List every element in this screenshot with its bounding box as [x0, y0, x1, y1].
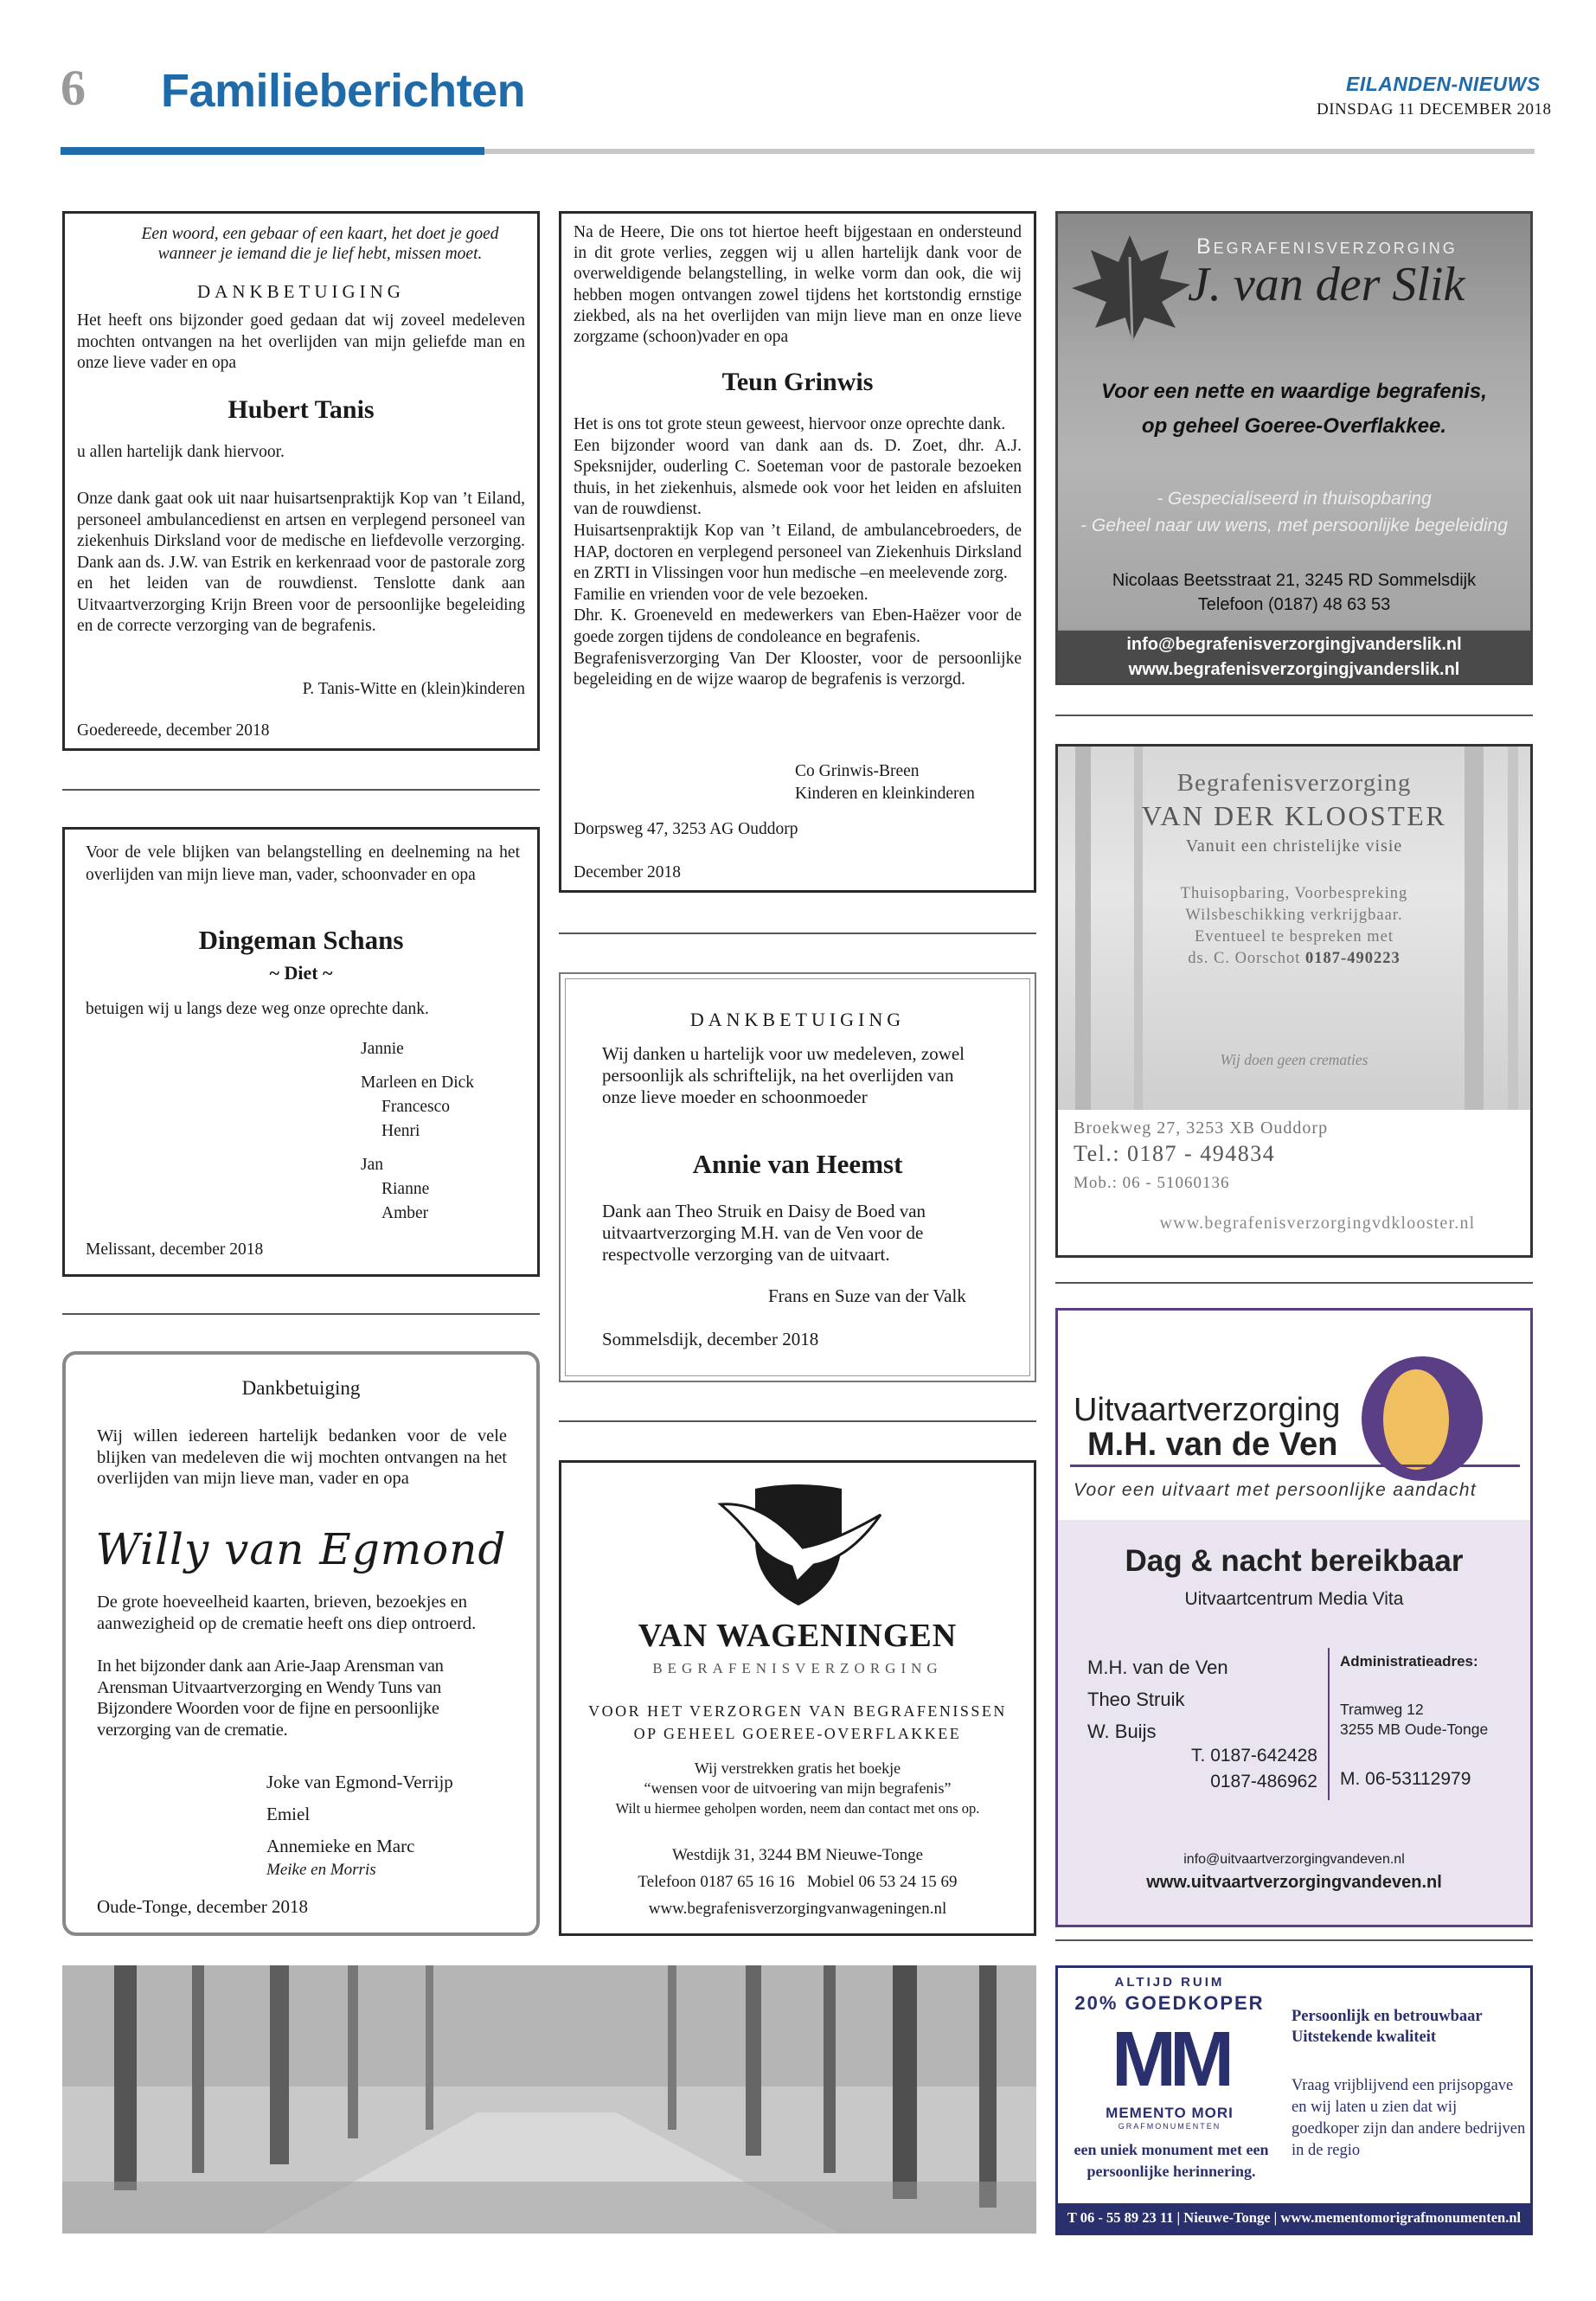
slik-bullets: [1058, 485, 1530, 539]
klooster-name: VAN DER KLOOSTER: [1141, 800, 1447, 831]
heemst-place-date: Sommelsdijk, december 2018: [602, 1329, 819, 1349]
klooster-service-line: Wilsbeschikking verkrijgbaar.: [1185, 907, 1403, 924]
ven-mobile: M. 06-53112979: [1340, 1769, 1471, 1789]
wageningen-web: www.begrafenisverzorgingvanwageningen.nl: [648, 1900, 947, 1918]
ven-names: [1087, 1651, 1228, 1747]
memento-quality-line: Persoonlijk en betrouwbaar: [1292, 2008, 1483, 2025]
column-divider: [559, 1420, 1036, 1422]
egmond-body-1: De grote hoeveelheid kaarten, brieven, bezoekjes en aanwezigheid op de crematie heeft ons diep ontroerd.: [97, 1593, 477, 1633]
schans-name: Dingeman Schans: [198, 925, 404, 955]
ad-van-de-ven: [1055, 1308, 1533, 1927]
wageningen-address: Westdijk 31, 3244 BM Nieuwe-Tonge: [671, 1846, 924, 1864]
wageningen-phone: Telefoon 0187 65 16 16 Mobiel 06 53 24 15 69: [638, 1873, 958, 1891]
tanis-heading: DANKBETUIGING: [197, 281, 405, 302]
issue-date: DINSDAG 11 DECEMBER 2018: [1317, 100, 1552, 119]
column-divider: [62, 1313, 540, 1315]
wageningen-tagline-line: VOOR HET VERZORGEN VAN BEGRAFENISSEN: [588, 1702, 1007, 1720]
grinwis-address: Dorpsweg 47, 3253 AG Ouddorp: [574, 820, 798, 838]
wageningen-text: [561, 1759, 1034, 1818]
egmond-signature: Meike en Morris: [266, 1861, 376, 1879]
wageningen-text-line: “wensen voor de uitvoering van mijn begrafenis”: [644, 1779, 952, 1797]
klooster-sub: Vanuit een christelijke visie: [1185, 836, 1403, 856]
heemst-signature: Frans en Suze van der Valk: [768, 1285, 966, 1306]
column-divider: [1055, 1939, 1533, 1941]
grinwis-intro: Na de Heere, Die ons tot hiertoe heeft bijgestaan en ondersteund in dit grote verlies, zeggen wij u allen hartelijk dank voor de overweldigende belangstelling, in welke vorm dan ook, die wij hebben mogen ontvangen zowel tijdens het kortstondig ernstige ziekbed, als na het overlijden van mijn lieve man en onze lieve zorgzame (schoon)vader en opa: [574, 223, 1022, 347]
schans-nickname: ~ Diet ~: [269, 962, 333, 984]
memento-quality-line: Uitstekende kwaliteit: [1292, 2029, 1436, 2046]
ven-phone: T. 0187-642428: [1191, 1746, 1317, 1766]
slik-web: www.begrafenisverzorgingjvanderslik.nl: [1128, 660, 1460, 679]
klooster-mob: Mob.: 06 - 51060136: [1074, 1174, 1230, 1192]
notice-egmond: [62, 1351, 540, 1936]
slik-slogan: [1058, 375, 1530, 444]
notice-tanis: [62, 211, 540, 751]
section-title: Familieberichten: [161, 65, 526, 117]
tanis-intro: Het heeft ons bijzonder goed gedaan dat wij zoveel medeleven mochten ontvangen na het overlijden van mijn geliefde man en onze lieve vader en opa: [77, 311, 525, 372]
grinwis-paragraph: Huisartsenpraktijk Kop van ’t Eiland, de ambulancebroeders, de HAP, doctoren en verplegend personeel van Ziekenhuis Dirksland en ZRTI in Vlissingen voor hun medische –en meelevende zorg.: [574, 521, 1022, 583]
family-name: Amber: [381, 1204, 429, 1222]
grinwis-paragraph: Begrafenisverzorging Van Der Klooster, voor de persoonlijke begeleiding en de wijze waarop de begrafenis is verzorgd.: [574, 649, 1022, 689]
slik-contact: [1058, 568, 1530, 617]
memento-brand: MEMENTO MORI: [1106, 2105, 1234, 2121]
klooster-title: Begrafenisverzorging: [1176, 769, 1412, 797]
ven-admin-label: Administratieadres:: [1340, 1653, 1478, 1670]
egmond-heading: Dankbetuiging: [241, 1377, 361, 1399]
klooster-note: Wij doen geen crematies: [1220, 1051, 1368, 1068]
tanis-body: Onze dank gaat ook uit naar huisartsenpraktijk Kop van ’t Eiland, personeel ambulancedienst en artsen en verplegend personeel van ziekenhuis Dirksland voor de medische en liefdevolle verzorging. Dank aan ds. J.W. van Estrik en kerkenraad voor de pastorale zorg en het leiden van de rouwdienst. Tenslotte dank aan Uitvaartverzorging Krijn Breen voor de persoonlijke begeleiding en de correcte verzorging van de begrafenis.: [77, 490, 525, 635]
ven-title-1: Uitvaartverzorging: [1074, 1392, 1341, 1428]
ven-web: www.uitvaartverzorgingvandeven.nl: [1146, 1873, 1442, 1892]
memento-top-1: ALTIJD RUIM: [1114, 1975, 1225, 1990]
dove-shield-icon: [712, 1480, 885, 1610]
family-name: Jannie: [361, 1040, 404, 1058]
slik-email: info@begrafenisverzorgingjvanderslik.nl: [1126, 635, 1462, 654]
grinwis-signature: Co Grinwis-Breen: [795, 762, 920, 780]
grinwis-signature: Kinderen en kleinkinderen: [795, 785, 975, 803]
forest-photo: [62, 1965, 1036, 2234]
klooster-service-line: Thuisopbaring, Voorbespreking: [1180, 885, 1408, 902]
tanis-place-date: Goedereede, december 2018: [77, 721, 270, 740]
family-name: Jan: [361, 1156, 383, 1174]
memento-footer: T 06 - 55 89 23 11 | Nieuwe-Tonge | www.mementomorigrafmonumenten.nl: [1058, 2203, 1530, 2233]
memento-quality: [1292, 2006, 1523, 2048]
memento-slogan-line: een uniek monument met een: [1074, 2141, 1269, 2158]
slik-title: Begrafenisverzorging: [1196, 234, 1458, 259]
ven-phones: [1179, 1743, 1317, 1795]
ven-admin-line: 3255 MB Oude-Tonge: [1340, 1721, 1489, 1738]
family-name: Marleen en Dick: [361, 1074, 475, 1092]
heemst-heading: DANKBETUIGING: [689, 1009, 906, 1030]
tanis-motto-1: Een woord, een gebaar of een kaart, het doet je goed: [141, 225, 499, 243]
slik-bullet: - Geheel naar uw wens, met persoonlijke begeleiding: [1080, 516, 1508, 535]
column-divider: [62, 789, 540, 791]
klooster-web: www.begrafenisverzorgingvdklooster.nl: [1159, 1214, 1476, 1233]
egmond-signature: Annemieke en Marc: [266, 1836, 415, 1856]
wageningen-text-line: Wilt u hiermee geholpen worden, neem dan contact met ons op.: [615, 1800, 980, 1817]
schans-intro: Voor de vele blijken van belangstelling en deelneming na het overlijden van mijn lieve man, vader, schoonvader en opa: [86, 843, 520, 884]
header-accent-bar: [61, 147, 484, 155]
ven-phone: 0187-486962: [1210, 1772, 1317, 1791]
grinwis-body: [574, 414, 1022, 691]
egmond-body-2: In het bijzonder dank aan Arie-Jaap Arensman van Arensman Uitvaartverzorging en Wendy Tuns van Bijzondere Woorden voor de fijne en persoonlijke verzorging van de crematie.: [97, 1657, 444, 1740]
header-divider: [484, 149, 1535, 154]
leaf-icon: [1065, 231, 1195, 343]
egmond-intro: Wij willen iedereen hartelijk bedanken voor de vele blijken van medeleven die wij mochten ontvangen na het overlijden van mijn lieve man, vader en opa: [97, 1426, 507, 1488]
family-name: Francesco: [381, 1098, 451, 1116]
ven-admin-address: [1340, 1700, 1488, 1740]
notice-schans: [62, 827, 540, 1277]
ad-van-der-slik: [1055, 211, 1533, 685]
column-divider: [559, 933, 1036, 934]
grinwis-date: December 2018: [574, 863, 681, 881]
family-name: Rianne: [381, 1180, 430, 1198]
ven-vertical-divider: [1328, 1648, 1330, 1800]
wageningen-tagline-line: OP GEHEEL GOEREE-OVERFLAKKEE: [633, 1725, 962, 1742]
ven-title-2: M.H. van de Ven: [1087, 1426, 1338, 1463]
ven-email: info@uitvaartverzorgingvandeven.nl: [1183, 1852, 1405, 1867]
heemst-intro: Wij danken u hartelijk voor uw medeleven, zowel persoonlijk als schriftelijk, na het overlijden van onze lieve moeder en schoonmoeder: [602, 1043, 965, 1107]
grinwis-paragraph: Het is ons tot grote steun geweest, hiervoor onze oprechte dank.: [574, 415, 1006, 433]
schans-thanks: betuigen wij u langs deze weg onze oprechte dank.: [86, 1000, 429, 1018]
ven-headline: Dag & nacht bereikbaar: [1125, 1544, 1464, 1578]
ven-staff-name: M.H. van de Ven: [1087, 1657, 1228, 1678]
ven-admin-line: Tramweg 12: [1340, 1701, 1424, 1718]
egmond-signatures: [266, 1766, 453, 1878]
wageningen-text-line: Wij verstrekken gratis het boekje: [694, 1759, 901, 1777]
tanis-motto-2: wanneer je iemand die je lief hebt, missen moet.: [157, 245, 483, 263]
ven-staff-name: W. Buijs: [1087, 1721, 1157, 1742]
ven-staff-name: Theo Struik: [1087, 1689, 1185, 1710]
klooster-service-line: ds. C. Oorschot 0187-490223: [1188, 950, 1401, 967]
memento-slogan-line: persoonlijke herinnering.: [1086, 2163, 1256, 2180]
grinwis-paragraph: Familie en vrienden voor de vele bezoeken.: [574, 585, 869, 604]
grinwis-paragraph: Dhr. K. Groeneveld en medewerkers van Eben-Haëzer voor de goede zorgen tijdens de condoleance en begrafenis.: [574, 606, 1022, 646]
ad-van-der-klooster: [1055, 744, 1533, 1258]
memento-top-2: 20% GOEDKOPER: [1074, 1992, 1265, 2014]
family-name: Henri: [381, 1122, 420, 1140]
memento-slogan: [1061, 2139, 1281, 2182]
memento-offer: Vraag vrijblijvend een prijsopgave en wij laten u zien dat wij goedkoper zijn dan andere bedrijven in de regio: [1292, 2077, 1526, 2159]
notice-heemst: [559, 972, 1036, 1382]
grinwis-paragraph: Een bijzonder woord van dank aan ds. D. Zoet, dhr. A.J. Speksnijder, ouderling C. Soeteman voor de pastorale bezoeken thuis, in het ziekenhuis, alsmede ook voor het leiden en afsluiten van de rouwdienst.: [574, 436, 1022, 519]
klooster-services: [1058, 883, 1530, 970]
wageningen-name: VAN WAGENINGEN: [638, 1618, 958, 1654]
grinwis-signatures: [795, 760, 975, 805]
slik-footer: [1058, 631, 1530, 683]
column-divider: [1055, 1282, 1533, 1284]
slik-slogan-line: Voor een nette en waardige begrafenis,: [1101, 380, 1487, 403]
page-number: 6: [61, 60, 86, 116]
notice-grinwis: [559, 211, 1036, 893]
grinwis-name: Teun Grinwis: [721, 368, 874, 396]
slik-address: Nicolaas Beetsstraat 21, 3245 RD Sommelsdijk: [1112, 571, 1477, 590]
tanis-signature: P. Tanis-Witte en (klein)kinderen: [302, 680, 525, 698]
ven-tagline: Voor een uitvaart met persoonlijke aandacht: [1074, 1480, 1477, 1500]
ad-van-wageningen: [559, 1460, 1036, 1936]
egmond-name: Willy van Egmond: [95, 1524, 507, 1574]
klooster-service-line: Eventueel te bespreken met: [1195, 928, 1394, 945]
column-divider: [1055, 715, 1533, 716]
klooster-address: Broekweg 27, 3253 XB Ouddorp: [1074, 1118, 1329, 1138]
newspaper-logo: EILANDEN-NIEUWS: [1346, 73, 1541, 95]
wageningen-contact: [561, 1842, 1034, 1922]
memento-logo: MM: [1112, 2016, 1227, 2103]
forest-illustration: [62, 1965, 1036, 2234]
egmond-signature: Joke van Egmond-Verrijp: [266, 1772, 453, 1792]
ven-underline: [1070, 1465, 1520, 1467]
slik-bullet: - Gespecialiseerd in thuisopbaring: [1157, 489, 1432, 509]
heemst-body: Dank aan Theo Struik en Daisy de Boed van uitvaartverzorging M.H. van de Ven voor de respectvolle verzorging van de uitvaart.: [602, 1201, 926, 1265]
slik-phone: Telefoon (0187) 48 63 53: [1197, 595, 1391, 614]
ven-center: Uitvaartcentrum Media Vita: [1184, 1589, 1404, 1609]
slik-slogan-line: op geheel Goeree-Overflakkee.: [1141, 414, 1447, 438]
tanis-name: Hubert Tanis: [228, 395, 375, 424]
ad-memento-mori: [1055, 1965, 1533, 2235]
egmond-place-date: Oude-Tonge, december 2018: [97, 1896, 309, 1917]
tanis-thanks: u allen hartelijk dank hiervoor.: [77, 443, 285, 461]
klooster-tel: Tel.: 0187 - 494834: [1074, 1141, 1276, 1166]
wageningen-sub: BEGRAFENISVERZORGING: [652, 1660, 943, 1676]
slik-name: J. van der Slik: [1188, 258, 1465, 311]
heemst-name: Annie van Heemst: [692, 1149, 903, 1179]
wageningen-tagline: [561, 1700, 1034, 1745]
schans-family: [361, 1037, 474, 1226]
egmond-signature: Emiel: [266, 1804, 311, 1824]
memento-brand-sub: GRAFMONUMENTEN: [1118, 2122, 1221, 2131]
schans-place-date: Melissant, december 2018: [86, 1240, 264, 1259]
